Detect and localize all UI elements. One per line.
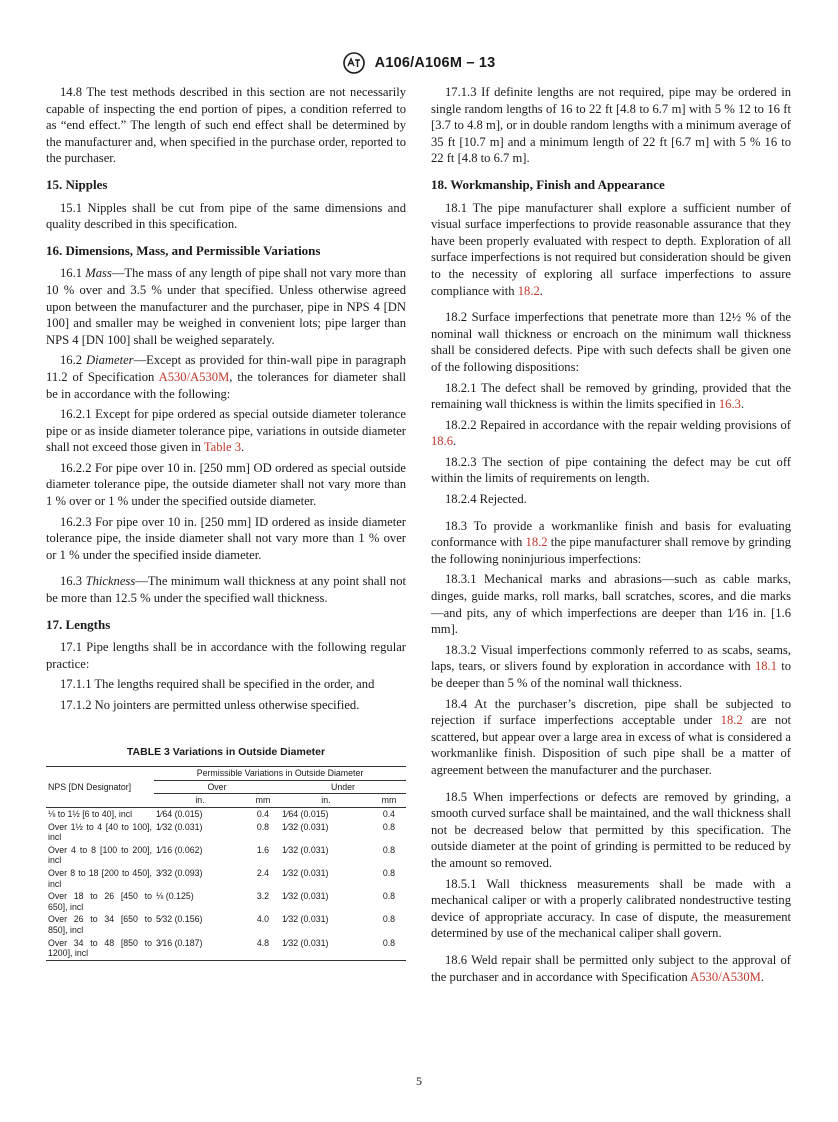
link-a530[interactable]: A530/A530M (690, 969, 761, 984)
table-row: Over 18 to 26 [450 to 650], incl ⅛ (0.125) 3.2 1⁄32 (0.031) 0.8 (48, 891, 396, 912)
table-3-title: TABLE 3 Variations in Outside Diameter (126, 745, 326, 758)
paragraph-17-1: 17.1 Pipe lengths shall be in accordance with the following regular practice: (46, 640, 406, 671)
link-16-3[interactable]: 16.3 (718, 397, 741, 412)
heading-15-nipples: 15. Nipples (46, 176, 108, 192)
paragraph-14-8: 14.8 The test methods described in this section are not necessarily capable of inspecting the end portion of pipes, a condition referred to as “end effect.” The length of such end effect shall be determined by the manufacturer and, when specified in the purchase order, reported to the purchaser. (46, 85, 406, 166)
astm-logo-icon (343, 52, 365, 74)
table-row: Over 34 to 48 [850 to 1200], incl 3⁄16 (0.187) 4.8 1⁄32 (0.031) 0.8 (46, 937, 406, 961)
right-column (431, 84, 791, 989)
page-header (0, 52, 838, 74)
paragraph-16-2-1: 16.2.1 Except for pipe ordered as special outside diameter tolerance pipe or as inside diameter tolerance pipe, variations in outside diameter shall not exceed those given in Table 3. (46, 407, 406, 455)
table-3-body (46, 807, 406, 960)
col-header-nps: NPS [DN Designator] (48, 781, 132, 792)
col-header-over: Over (154, 780, 280, 794)
col-header-permissible: Permissible Variations in Outside Diameter (196, 768, 364, 779)
paragraph-17-1-3: 17.1.3 If definite lengths are not required, pipe may be ordered in single random lengths of 16 to 22 ft [4.8 to 6.7 m] with 5 % 12 to 16 ft [3.7 to 4.8 m], or in double random lengths with a minimum average of 35 ft [10.7 m] and a minimum length of 22 ft [6.7 m] with 5 % 16 to 22 ft [4.8 to 6.7 m]. (431, 85, 791, 166)
link-a530[interactable]: A530/A530M (158, 369, 230, 384)
paragraph-16-3: 16.3 Thickness—The minimum wall thickness at any point shall not be more than 12.5 % under the specified wall thickness. (46, 574, 406, 606)
paragraph-18-2-3: 18.2.3 The section of pipe containing the defect may be cut off within the limits of requirements on length. (431, 454, 791, 486)
page-number: 5 (416, 1074, 422, 1088)
table-row: ⅛ to 1½ [6 to 40], incl 1⁄64 (0.015) 0.4 1⁄64 (0.015) 0.4 (48, 808, 396, 819)
paragraph-18-4: 18.4 At the purchaser’s discretion, pipe shall be subjected to rejection if surface imperfections acceptable under 18.2 are not scattered, but appear over a large area in excess of what is considered a workmanlike finish. Disposition of such pipe shall be a matter of agreement between the manufacturer and the purchaser. (431, 696, 791, 777)
paragraph-18-1: 18.1 The pipe manufacturer shall explore a sufficient number of visual surface imperfections to provide reasonable assurance that they have been properly evaluated with respect to depth. Exploration of all surface imperfections is not required but consideration should be given to the necessity of exploring all surface imperfections to assure compliance with 18.2. (431, 200, 791, 298)
paragraph-16-2-3: 16.2.3 For pipe over 10 in. [250 mm] ID ordered as inside diameter tolerance pipe, the inside diameter shall not vary more than 1 % over or 1 % under the specified inside diameter. (46, 514, 406, 562)
heading-17-lengths: 17. Lengths (46, 616, 111, 632)
unit-mm: mm (372, 794, 406, 808)
unit-mm: mm (246, 794, 280, 808)
paragraph-18-3-2: 18.3.2 Visual imperfections commonly referred to as scabs, seams, laps, tears, or slivers found by exploration in accordance with 18.1 to be deeper than 5 % of the nominal wall thickness. (431, 642, 792, 690)
paragraph-18-5: 18.5 When imperfections or defects are removed by grinding, a smooth curved surface shall be maintained, and the wall thickness shall not be decreased below that permitted by this specification. The outside diameter at the point of grinding is permitted to be reduced by the amount so removed. (431, 789, 791, 870)
col-header-under: Under (280, 780, 406, 794)
paragraph-18-2-2: 18.2.2 Repaired in accordance with the repair welding provisions of 18.6. (431, 417, 791, 449)
link-18-2[interactable]: 18.2 (517, 283, 540, 298)
document-id: A106/A106M – 13 (374, 55, 496, 71)
table-row: Over 4 to 8 [100 to 200], incl 1⁄16 (0.062) 1.6 1⁄32 (0.031) 0.8 (48, 844, 396, 866)
paragraph-15-1: 15.1 Nipples shall be cut from pipe of the same dimensions and quality described in this specification. (46, 200, 406, 232)
unit-in: in. (154, 794, 246, 808)
paragraph-18-2-4: 18.2.4 Rejected. (445, 492, 527, 507)
heading-16-dimensions: 16. Dimensions, Mass, and Permissible Variations (46, 242, 321, 258)
paragraph-17-1-1: 17.1.1 The lengths required shall be specified in the order, and (60, 677, 375, 692)
paragraph-18-3: 18.3 To provide a workmanlike finish and basis for evaluating conformance with 18.2 the pipe manufacturer shall remove by grinding the following noninjurious imperfections: (431, 518, 791, 566)
left-column (46, 84, 406, 961)
table-row: Over 8 to 18 [200 to 450], incl 3⁄32 (0.093) 2.4 1⁄32 (0.031) 0.8 (48, 867, 396, 889)
paragraph-18-3-1: 18.3.1 Mechanical marks and abrasions—such as cable marks, dinges, guide marks, roll marks, ball scratches, scores, and die marks—and pits, any of which imperfections are deeper than 1⁄16 in. [1.6 mm]. (431, 572, 791, 637)
paragraph-18-5-1: 18.5.1 Wall thickness measurements shall be made with a mechanical caliper or with a properly calibrated nondestructive testing device of appropriate accuracy. In case of dispute, the measurement determined by use of the mechanical caliper shall govern. (431, 876, 791, 941)
table-row: Over 1½ to 4 [40 to 100], incl 1⁄32 (0.031) 0.8 1⁄32 (0.031) 0.8 (48, 821, 396, 843)
unit-in: in. (280, 794, 372, 808)
paragraph-16-2: 16.2 Diameter—Except as provided for thin-wall pipe in paragraph 11.2 of Specification A530/A530M, the tolerances for diameter shall be in accordance with the following: (46, 353, 406, 401)
table-3 (46, 766, 406, 961)
paragraph-16-2-2: 16.2.2 For pipe over 10 in. [250 mm] OD ordered as special outside diameter tolerance pipe, the outside diameter shall not vary more than 1 % over or 1 % under the specified outside diameter. (46, 460, 406, 509)
paragraph-18-2-1: 18.2.1 The defect shall be removed by grinding, provided that the remaining wall thickness is within the limits specified in 16.3. (431, 380, 791, 412)
heading-18-workmanship: 18. Workmanship, Finish and Appearance (431, 176, 665, 192)
link-18-6[interactable]: 18.6 (431, 434, 454, 449)
link-table-3[interactable]: Table 3 (203, 440, 242, 455)
link-18-1[interactable]: 18.1 (754, 659, 777, 674)
table-row: Over 26 to 34 [650 to 850], incl 5⁄32 (0.156) 4.0 1⁄32 (0.031) 0.8 (48, 914, 396, 935)
paragraph-18-6: 18.6 Weld repair shall be permitted only subject to the approval of the purchaser and in accordance with Specification A530/A530M. (431, 952, 791, 984)
paragraph-18-2: 18.2 Surface imperfections that penetrate more than 12½ % of the nominal wall thickness or encroach on the minimum wall thickness shall be considered defects. Pipe with such defects shall be given one of the following dispositions: (431, 310, 791, 374)
paragraph-16-1: 16.1 Mass—The mass of any length of pipe shall not vary more than 10 % over and 3.5 % under that specified. Unless otherwise agreed upon between the manufacturer and the purchaser, pipe in NPS 4 [DN 100] and smaller may be weighed in convenient lots; pipe larger than NPS 4 [DN 100] shall be weighed separately. (46, 266, 406, 347)
paragraph-17-1-2: 17.1.2 No jointers are permitted unless otherwise specified. (60, 698, 360, 712)
link-18-2[interactable]: 18.2 (525, 535, 548, 550)
link-18-2[interactable]: 18.2 (720, 713, 743, 728)
